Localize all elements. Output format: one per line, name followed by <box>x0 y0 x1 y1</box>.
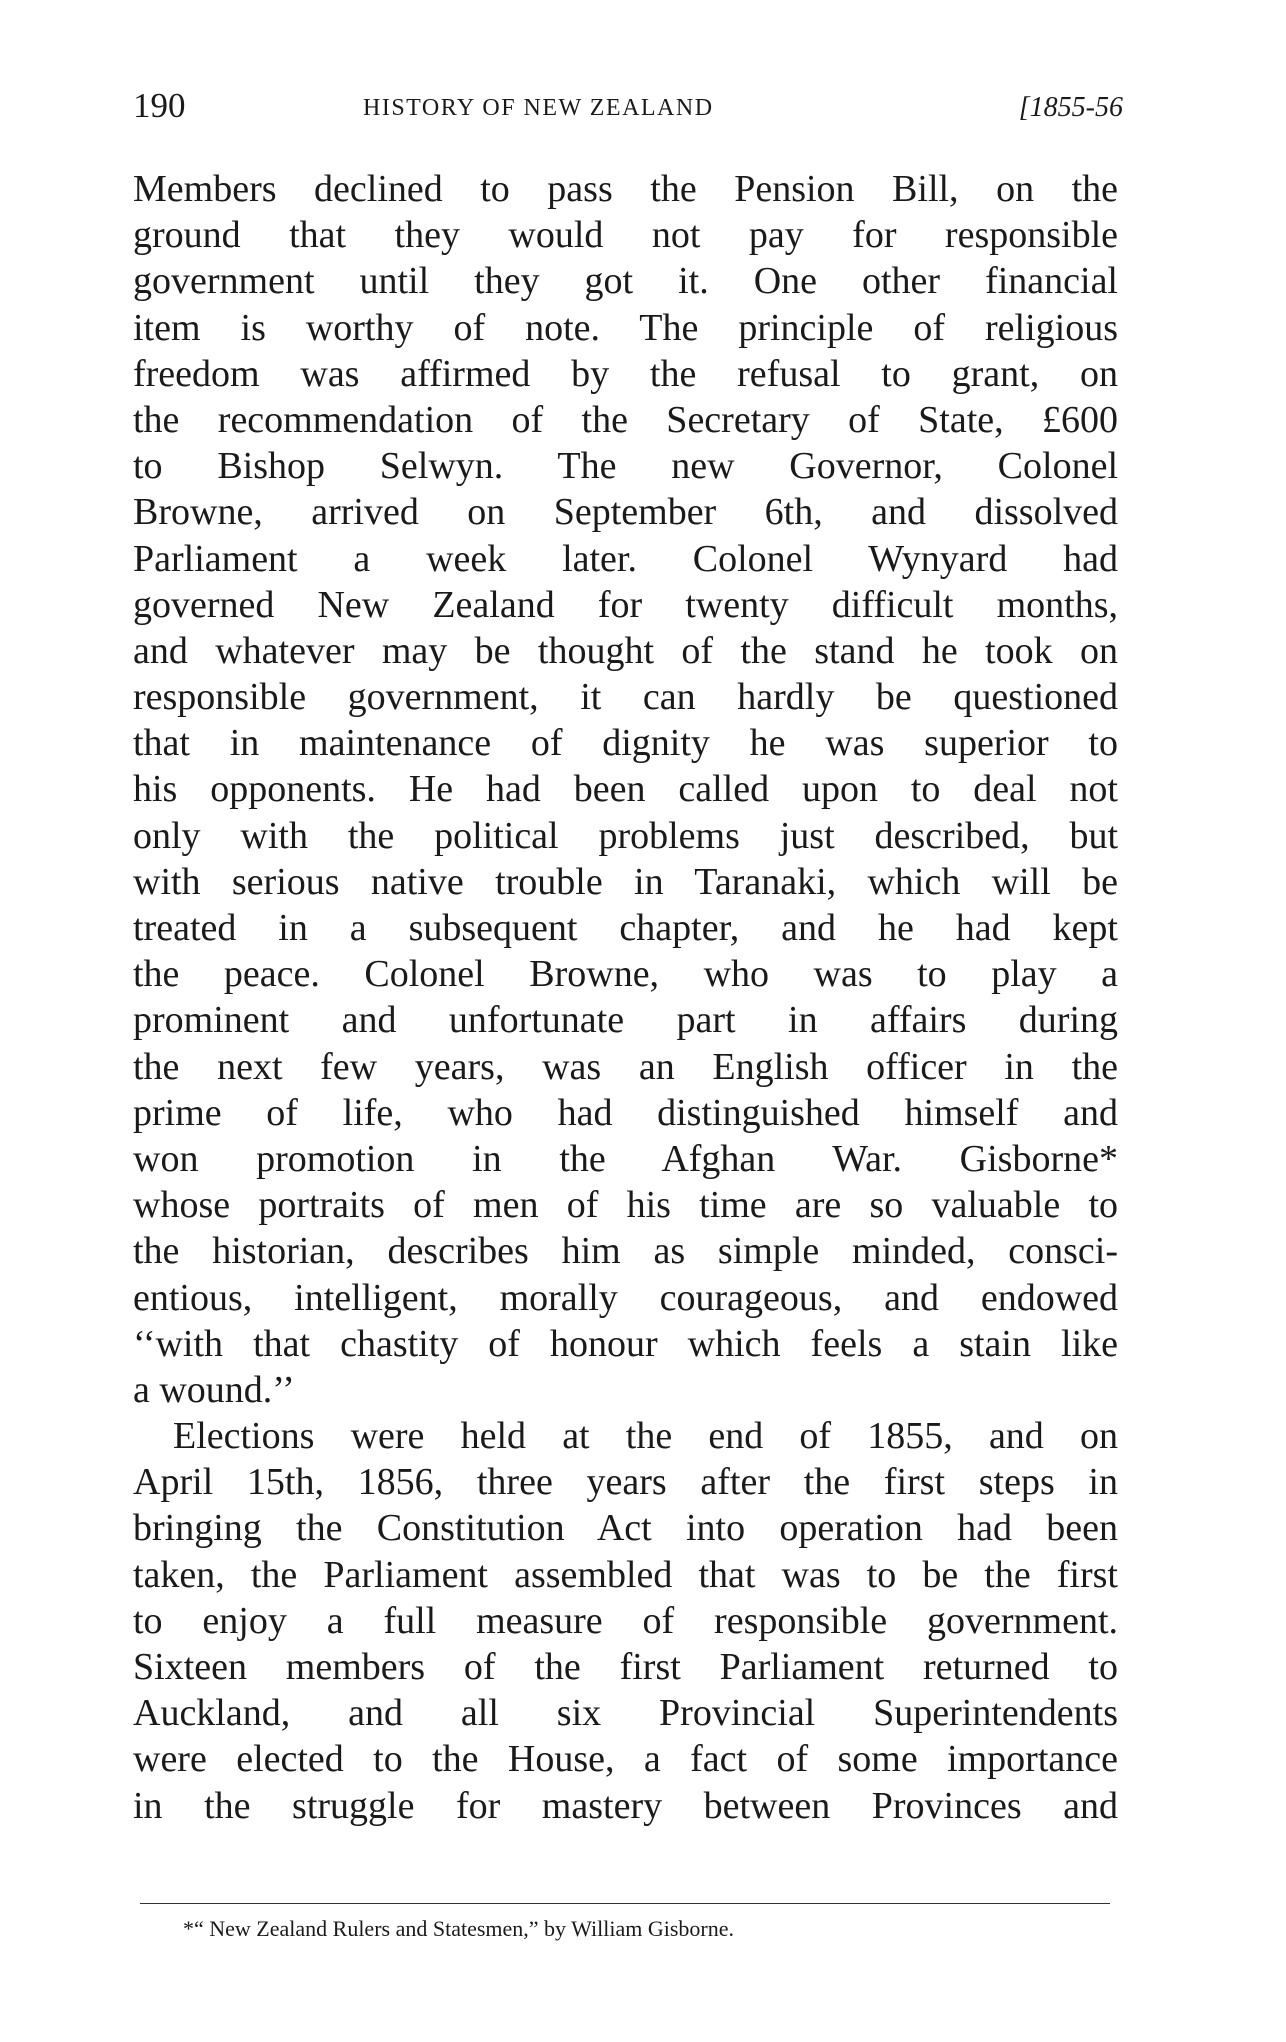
footnote: *“ New Zealand Rulers and Statesmen,” by William Gisborne. <box>183 1916 735 1941</box>
book-title: HISTORY OF NEW ZEALAND <box>363 95 714 121</box>
text-line: to Bishop Selwyn. The new Governor, Colonel <box>133 445 1118 488</box>
text-line: ground that they would not pay for responsible <box>133 214 1118 257</box>
text-line: prominent and unfortunate part in affairs during <box>133 999 1118 1042</box>
text-line: his opponents. He had been called upon to deal not <box>133 768 1118 811</box>
text-line: were elected to the House, a fact of some importance <box>133 1738 1118 1781</box>
running-head <box>133 84 1123 128</box>
text-line: with serious native trouble in Taranaki, which will be <box>133 860 1118 903</box>
text-line: only with the political problems just described, but <box>133 814 1118 857</box>
text-line: in the struggle for mastery between Provinces and <box>133 1784 1118 1827</box>
text-line: item is worthy of note. The principle of religious <box>133 306 1118 349</box>
text-line: freedom was affirmed by the refusal to grant, on <box>133 352 1118 395</box>
text-line: government until they got it. One other financial <box>133 260 1118 303</box>
text-line: the peace. Colonel Browne, who was to play a <box>133 953 1118 996</box>
footnote-divider <box>140 1903 1110 1904</box>
text-line: prime of life, who had distinguished himself and <box>133 1091 1118 1134</box>
text-line: April 15th, 1856, three years after the first steps in <box>133 1461 1118 1504</box>
text-line: Auckland, and all six Provincial Superintendents <box>133 1692 1118 1735</box>
body-text <box>133 166 1118 1829</box>
text-line: that in maintenance of dignity he was superior to <box>133 722 1118 765</box>
text-line: ‘‘with that chastity of honour which feels a stain like <box>133 1322 1118 1365</box>
text-line: Parliament a week later. Colonel Wynyard had <box>133 537 1118 580</box>
page-number: 190 <box>133 86 186 125</box>
text-line: Elections were held at the end of 1855, and on <box>173 1415 1118 1458</box>
text-line: a wound.’’ <box>133 1368 295 1411</box>
text-line: treated in a subsequent chapter, and he had kept <box>133 907 1118 949</box>
text-line: to enjoy a full measure of responsible government. <box>133 1599 1118 1642</box>
text-line: bringing the Constitution Act into operation had been <box>133 1507 1118 1550</box>
text-line: entious, intelligent, morally courageous, and endowed <box>133 1276 1118 1319</box>
text-line: the next few years, was an English officer in the <box>133 1045 1118 1088</box>
text-line: Members declined to pass the Pension Bill, on the <box>133 168 1118 210</box>
text-line: taken, the Parliament assembled that was to be the first <box>133 1553 1118 1596</box>
text-line: the historian, describes him as simple minded, consci- <box>133 1230 1118 1273</box>
text-line: won promotion in the Afghan War. Gisborne* <box>133 1137 1118 1180</box>
text-line: and whatever may be thought of the stand he took on <box>133 629 1118 672</box>
text-line: governed New Zealand for twenty difficult months, <box>133 583 1118 626</box>
text-line: Browne, arrived on September 6th, and dissolved <box>133 491 1118 534</box>
text-line: Sixteen members of the first Parliament returned to <box>133 1646 1118 1688</box>
text-line: the recommendation of the Secretary of State, £600 <box>133 398 1118 441</box>
date-range: [1855-56 <box>1018 92 1123 123</box>
text-line: whose portraits of men of his time are so valuable to <box>133 1184 1118 1227</box>
text-line: responsible government, it can hardly be questioned <box>133 676 1118 719</box>
